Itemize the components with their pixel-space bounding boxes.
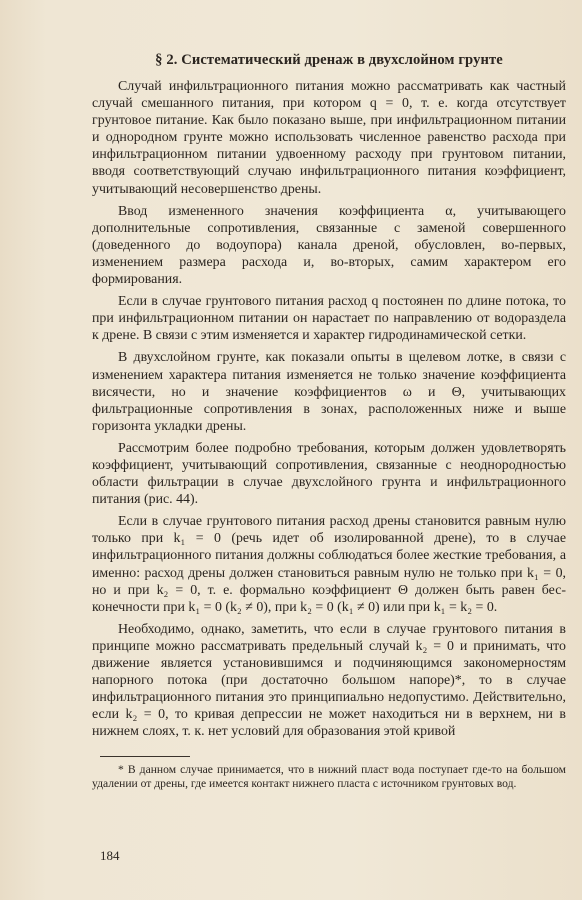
section-heading: § 2. Систематический дренаж в двухслойном грунте: [155, 52, 503, 68]
paragraph-6: Если в случае грунтового питания расход дрены становится равным нулю только при k₁ = 0 (речь идет об изолированной дрене), то в случае инфильтрационного питания должны соблюдаться более жесткие требования, а именно: расход дрены должен становиться равным нулю не только при k₁ = 0, но и при k₂ = 0, т. е. формально коэффициент Θ должен быть равен бесконечности при k₁ = 0 (k₂ ≠ 0), при k₂ = 0 (k₁ ≠ 0) или при k₁ = k₂ = 0.: [92, 514, 566, 615]
footnote: * В данном случае принимается, что в нижний пласт вода поступает где-то на большом удалении от дрены, где имеется контакт нижнего пласта с источником грунтовых вод.: [92, 763, 566, 791]
paragraph-1: Случай инфильтрационного питания можно рассматривать как частный случай смешанного питания, при котором q = 0, т. е. когда отсутствует грунтовое питание. Как было показано выше, при инфильтрационном питании и однородном грунте можно использовать численное равенство расхода при инфильтрационном питании удвоенному расходу при грунтовом питании, вводя соответствующий случаю инфильтрационного питания коэффициент, учитывающий несовершенство дрены.: [92, 79, 566, 197]
paragraph-3: Если в случае грунтового питания расход q постоянен по длине потока, то при инфильтрационном питании он нарастает по направлению от водораздела к дрене. В связи с этим изменяется и характер гидродинамической сетки.: [92, 294, 566, 344]
paragraph-4: В двухслойном грунте, как показали опыты в щелевом лотке, в связи с изменением характера питания изменяется не только значение коэффициента висячести, но и значение коэффициентов ω и Θ, учитывающих фильтрационные сопротивления в зонах, расположенных ниже и выше горизонта укладки дрены.: [92, 350, 566, 434]
page-content: [92, 52, 566, 791]
page-number: 184: [100, 848, 120, 863]
paragraph-7: Необходимо, однако, заметить, что если в случае грунтового питания в принципе можно рассматривать предельный случай k₂ = 0 и принимать, что движение является установившимся и подчиняющимся закономерностям напорного потока (при достаточно большом напоре)*, то в случае инфильтрационного питания это принципиально недопустимо. Действительно, если k₂ = 0, то кривая депрессии не может находиться ни в верхнем, ни в нижнем слоях, т. к. нет условий для образования этой кривой: [92, 621, 566, 740]
paragraph-5: Рассмотрим более подробно требования, которым должен удовлетворять коэффициент, учитывающий сопротивления, связанные с неоднородностью области фильтрации в случае двухслойного грунта и инфильтрационного питания (рис. 44).: [92, 440, 566, 508]
footnote-divider: [100, 756, 190, 757]
paragraph-2: Ввод измененного значения коэффициента α, учитывающего дополнительные сопротивления, связанные с заменой совершенного (доведенного до водоупора) канала дреной, обусловлен, во-первых, изменением размера расхода и, во-вторых, самим характером его формирования.: [92, 203, 566, 288]
